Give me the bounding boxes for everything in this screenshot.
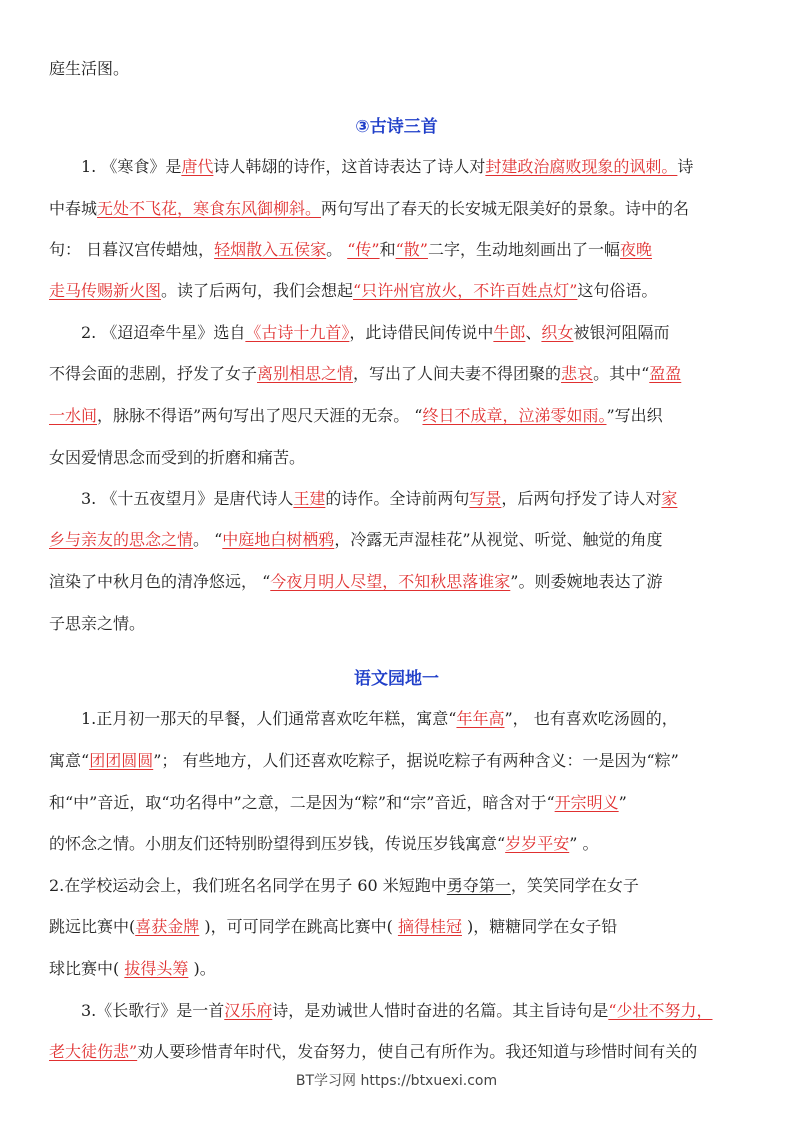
paragraph-line: 一水间，脉脉不得语”两句写出了咫尺天涯的无奈。 “终日不成章，泣涕零如雨。”写出织 <box>49 406 663 425</box>
answer-text: 老大徒伤悲” <box>49 1042 138 1061</box>
answer-text: 岁岁平安 <box>505 834 570 853</box>
answer-text: 悲哀 <box>561 364 594 383</box>
paragraph-line: 走马传赐新火图。读了后两句，我们会想起“只许州官放火，不许百姓点灯”这句俗语。 <box>49 281 658 300</box>
answer-text: 乡与亲友的思念之情 <box>49 530 194 549</box>
answer-text: 盈盈 <box>649 364 682 383</box>
answer-text: 摘得桂冠 <box>397 917 462 936</box>
section-heading-garden: 语文园地一 <box>354 669 439 689</box>
answer-text: 离别相思之情 <box>257 364 354 383</box>
answer-text: 中庭地白树栖鸦 <box>222 530 335 549</box>
paragraph-line: 老大徒伤悲”劝人要珍惜青年时代，发奋努力，使自己有所作为。我还知道与珍惜时间有关的 <box>49 1042 698 1061</box>
answer-text: 开宗明义 <box>554 793 619 812</box>
answer-text: 织女 <box>541 323 574 342</box>
paragraph-line: 和“中”音近，取“功名得中”之意，二是因为“粽”和“宗”音近，暗含对于“开宗明义” <box>49 793 627 812</box>
paragraph-line: 不得会面的悲剧，抒发了女子离别相思之情，写出了人间夫妻不得团聚的悲哀。其中“盈盈 <box>49 364 682 383</box>
answer-text: 汉乐府 <box>224 1001 273 1020</box>
answer-text: 王建 <box>293 489 326 508</box>
paragraph-line: 庭生活图。 <box>49 59 130 78</box>
answer-text: 无处不飞花，寒食东风御柳斜。 <box>97 199 322 218</box>
answer-text: “少壮不努力， <box>608 1001 713 1020</box>
answer-text: 唐代 <box>181 157 214 176</box>
paragraph-line: 句： 日暮汉宫传蜡烛，轻烟散入五侯家。 “传”和“散”二字，生动地刻画出了一幅夜晚 <box>49 240 652 259</box>
paragraph-line: 的怀念之情。小朋友们还特别盼望得到压岁钱，传说压岁钱寓意“岁岁平安” 。 <box>49 834 599 853</box>
paragraph-line: 2. 《迢迢牵牛星》选自《古诗十九首》，此诗借民间传说中牛郎、织女被银河阻隔而 <box>81 323 670 342</box>
answer-text: 走马传赐新火图 <box>49 281 162 300</box>
answer-text: 年年高 <box>456 709 505 728</box>
answer-text: 家 <box>661 489 678 508</box>
paragraph-line: 2.在学校运动会上，我们班名名同学在男子 60 米短跑中勇夺第一，笑笑同学在女子 <box>49 876 639 895</box>
paragraph-line: 乡与亲友的思念之情。 “中庭地白树栖鸦，冷露无声湿桂花”从视觉、听觉、触觉的角度 <box>49 530 663 549</box>
answer-text: 终日不成章，泣涕零如雨。 <box>422 406 607 425</box>
answer-text: “散” <box>395 240 428 259</box>
answer-text: 喜获金牌 <box>135 917 200 936</box>
answer-text: “只许州官放火，不许百姓点灯” <box>353 281 578 300</box>
answer-text: 写景 <box>469 489 502 508</box>
answer-text: 一水间 <box>49 406 98 425</box>
paragraph-line: 1. 《寒食》是唐代诗人韩翃的诗作，这首诗表达了诗人对封建政治腐败现象的讽刺。诗 <box>81 157 694 176</box>
answer-text: 《古诗十九首》 <box>245 323 350 342</box>
section-heading-poems: ③古诗三首 <box>355 117 438 137</box>
answer-text: “传” <box>347 240 380 259</box>
answer-text: 牛郎 <box>493 323 526 342</box>
paragraph-line: 3.《长歌行》是一首汉乐府诗，是劝诫世人惜时奋进的名篇。其主旨诗句是“少壮不努力， <box>81 1001 713 1020</box>
answer-text: 今夜月明人尽望，不知秋思落谁家 <box>270 572 511 591</box>
paragraph-line: 球比赛中( 拔得头筹 )。 <box>49 959 216 978</box>
paragraph-line: 子思亲之情。 <box>49 614 146 633</box>
paragraph-line: 中春城无处不飞花，寒食东风御柳斜。两句写出了春天的长安城无限美好的景象。诗中的名 <box>49 199 690 218</box>
paragraph-line: 跳远比赛中(喜获金牌 )，可可同学在跳高比赛中( 摘得桂冠 )，糖糖同学在女子铅 <box>49 917 618 936</box>
page-footer: BT学习网 https://btxuexi.com <box>295 1073 498 1089</box>
answer-text: 团团圆圆 <box>89 751 154 770</box>
answer-text: 轻烟散入五侯家 <box>214 240 327 259</box>
answer-text: 夜晚 <box>619 240 652 259</box>
paragraph-line: 3. 《十五夜望月》是唐代诗人王建的诗作。全诗前两句写景，后两句抒发了诗人对家 <box>81 489 678 508</box>
paragraph-line: 1.正月初一那天的早餐，人们通常喜欢吃年糕，寓意“年年高”， 也有喜欢吃汤圆的， <box>81 709 678 728</box>
paragraph-line: 渲染了中秋月色的清净悠远， “今夜月明人尽望，不知秋思落谁家”。则委婉地表达了游 <box>49 572 663 591</box>
paragraph-line: 寓意“团团圆圆”； 有些地方，人们还喜欢吃粽子，据说吃粽子有两种含义：一是因为“粽” <box>49 751 679 770</box>
answer-text: 封建政治腐败现象的讽刺。 <box>485 157 678 176</box>
underlined-text: 勇夺第一 <box>446 876 511 895</box>
answer-text: 拔得头筹 <box>124 959 189 978</box>
paragraph-line: 女因爱情思念而受到的折磨和痛苦。 <box>49 448 306 467</box>
